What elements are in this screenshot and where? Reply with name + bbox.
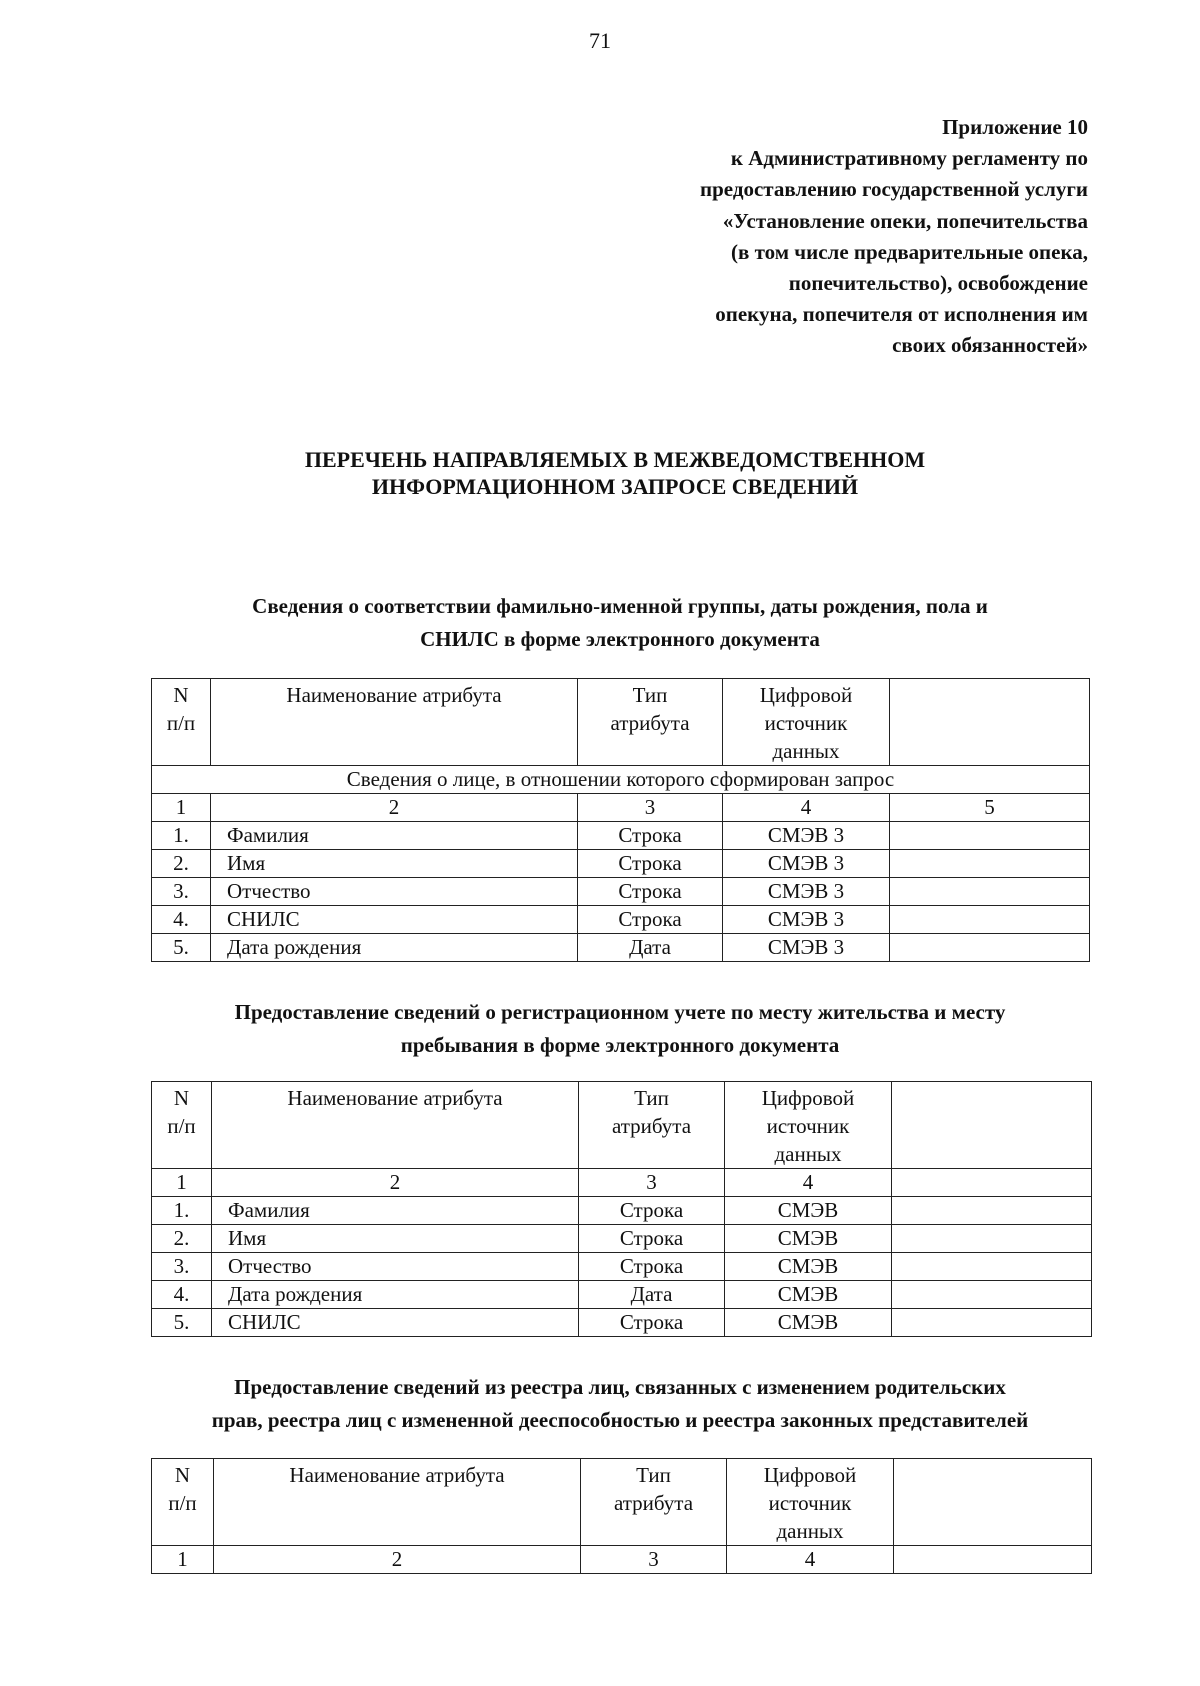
col-number: 3 [579, 1169, 725, 1197]
header-num: N п/п [152, 1082, 212, 1169]
col-number: 5 [890, 794, 1090, 822]
section2-table [151, 1081, 1092, 1337]
row-num: 5. [152, 934, 211, 962]
header-empty [890, 679, 1090, 766]
table-row [152, 850, 1090, 878]
row-empty [892, 1225, 1092, 1253]
section-title-line: пребывания в форме электронного документа [400, 1033, 840, 1057]
row-type: Строка [579, 1309, 725, 1337]
header-name: Наименование атрибута [214, 1459, 581, 1546]
col-number: 2 [211, 794, 578, 822]
row-num: 3. [152, 878, 211, 906]
row-empty [892, 1281, 1092, 1309]
row-name: Имя [211, 850, 578, 878]
col-number: 2 [212, 1169, 579, 1197]
table-header-row [152, 1082, 1092, 1169]
row-empty [890, 906, 1090, 934]
header-num: N п/п [152, 679, 211, 766]
row-name: СНИЛС [211, 906, 578, 934]
header-name: Наименование атрибута [211, 679, 578, 766]
table-row [152, 878, 1090, 906]
appendix-line: Приложение 10 [942, 115, 1088, 139]
row-type: Дата [579, 1281, 725, 1309]
table-row [152, 1225, 1092, 1253]
section3-table [151, 1458, 1092, 1574]
row-type: Строка [578, 878, 723, 906]
header-source: Цифровой источник данных [723, 679, 890, 766]
appendix-line: к Административному регламенту по [730, 146, 1088, 171]
appendix-line: «Установление опеки, попечительства [722, 208, 1088, 233]
col-number: 1 [152, 1546, 214, 1574]
appendix-line: попечительство), освобождение [788, 271, 1088, 296]
row-source: СМЭВ [725, 1225, 892, 1253]
row-type: Строка [579, 1197, 725, 1225]
row-num: 5. [152, 1309, 212, 1337]
row-source: СМЭВ 3 [723, 850, 890, 878]
col-number: 4 [727, 1546, 894, 1574]
subheader-cell: Сведения о лице, в отношении которого сформирован запрос [152, 766, 1090, 794]
table-row [152, 1309, 1092, 1337]
row-num: 2. [152, 850, 211, 878]
col-number: 1 [152, 1169, 212, 1197]
column-number-row [152, 1169, 1092, 1197]
appendix-line: предоставлению государственной услуги [700, 177, 1088, 202]
row-empty [892, 1253, 1092, 1281]
row-type: Строка [579, 1225, 725, 1253]
row-name: Отчество [211, 878, 578, 906]
header-type: Тип атрибута [579, 1082, 725, 1169]
table-row [152, 1253, 1092, 1281]
row-source: СМЭВ [725, 1309, 892, 1337]
header-name: Наименование атрибута [212, 1082, 579, 1169]
table-subheader-row [152, 766, 1090, 794]
section-title-line: Предоставление сведений о регистрационном учете по месту жительства и месту [234, 1000, 1006, 1024]
appendix-header [568, 112, 1088, 362]
row-empty [890, 934, 1090, 962]
appendix-line: своих обязанностей» [892, 333, 1088, 358]
section3-title [150, 1371, 1090, 1437]
row-name: Имя [212, 1225, 579, 1253]
row-empty [890, 822, 1090, 850]
row-name: Фамилия [211, 822, 578, 850]
col-number: 4 [723, 794, 890, 822]
row-name: Фамилия [212, 1197, 579, 1225]
table-row [152, 906, 1090, 934]
row-empty [892, 1197, 1092, 1225]
row-type: Дата [578, 934, 723, 962]
row-type: Строка [578, 850, 723, 878]
row-type: Строка [578, 822, 723, 850]
table-header-row [152, 679, 1090, 766]
header-source: Цифровой источник данных [725, 1082, 892, 1169]
page-number: 71 [589, 28, 611, 53]
table-row [152, 1197, 1092, 1225]
row-name: СНИЛС [212, 1309, 579, 1337]
row-num: 1. [152, 1197, 212, 1225]
row-source: СМЭВ 3 [723, 906, 890, 934]
col-number-empty [894, 1546, 1092, 1574]
row-num: 4. [152, 906, 211, 934]
column-number-row [152, 1546, 1092, 1574]
section1-title [150, 590, 1090, 656]
appendix-line: опекуна, попечителя от исполнения им [715, 302, 1088, 327]
table-row [152, 1281, 1092, 1309]
section2-title [150, 996, 1090, 1062]
section-title-line: прав, реестра лиц с измененной дееспособностью и реестра законных представителей [211, 1408, 1029, 1432]
row-source: СМЭВ [725, 1197, 892, 1225]
row-empty [890, 850, 1090, 878]
row-name: Отчество [212, 1253, 579, 1281]
row-source: СМЭВ 3 [723, 822, 890, 850]
appendix-line: (в том числе предварительные опека, [731, 239, 1088, 264]
row-num: 2. [152, 1225, 212, 1253]
header-source: Цифровой источник данных [727, 1459, 894, 1546]
section1-table [151, 678, 1090, 962]
row-num: 1. [152, 822, 211, 850]
row-empty [890, 878, 1090, 906]
table-row [152, 934, 1090, 962]
row-num: 3. [152, 1253, 212, 1281]
section-title-line: СНИЛС в форме электронного документа [420, 627, 820, 651]
row-source: СМЭВ 3 [723, 878, 890, 906]
header-empty [892, 1082, 1092, 1169]
row-source: СМЭВ 3 [723, 934, 890, 962]
row-num: 4. [152, 1281, 212, 1309]
row-empty [892, 1309, 1092, 1337]
col-number: 3 [578, 794, 723, 822]
header-num: N п/п [152, 1459, 214, 1546]
col-number-empty [892, 1169, 1092, 1197]
document-title-line: ИНФОРМАЦИОННОМ ЗАПРОСЕ СВЕДЕНИЙ [371, 474, 859, 499]
header-empty [894, 1459, 1092, 1546]
row-name: Дата рождения [211, 934, 578, 962]
row-type: Строка [579, 1253, 725, 1281]
col-number: 3 [581, 1546, 727, 1574]
document-title-line: ПЕРЕЧЕНЬ НАПРАВЛЯЕМЫХ В МЕЖВЕДОМСТВЕННОМ [304, 447, 926, 472]
row-name: Дата рождения [212, 1281, 579, 1309]
header-type: Тип атрибута [581, 1459, 727, 1546]
col-number: 1 [152, 794, 211, 822]
col-number: 2 [214, 1546, 581, 1574]
document-title [0, 446, 1200, 500]
section-title-line: Предоставление сведений из реестра лиц, связанных с изменением родительских [234, 1375, 1006, 1399]
section-title-line: Сведения о соответствии фамильно-именной группы, даты рождения, пола и [252, 594, 988, 618]
table-header-row [152, 1459, 1092, 1546]
col-number: 4 [725, 1169, 892, 1197]
row-source: СМЭВ [725, 1253, 892, 1281]
table-row [152, 822, 1090, 850]
header-type: Тип атрибута [578, 679, 723, 766]
row-source: СМЭВ [725, 1281, 892, 1309]
row-type: Строка [578, 906, 723, 934]
column-number-row [152, 794, 1090, 822]
